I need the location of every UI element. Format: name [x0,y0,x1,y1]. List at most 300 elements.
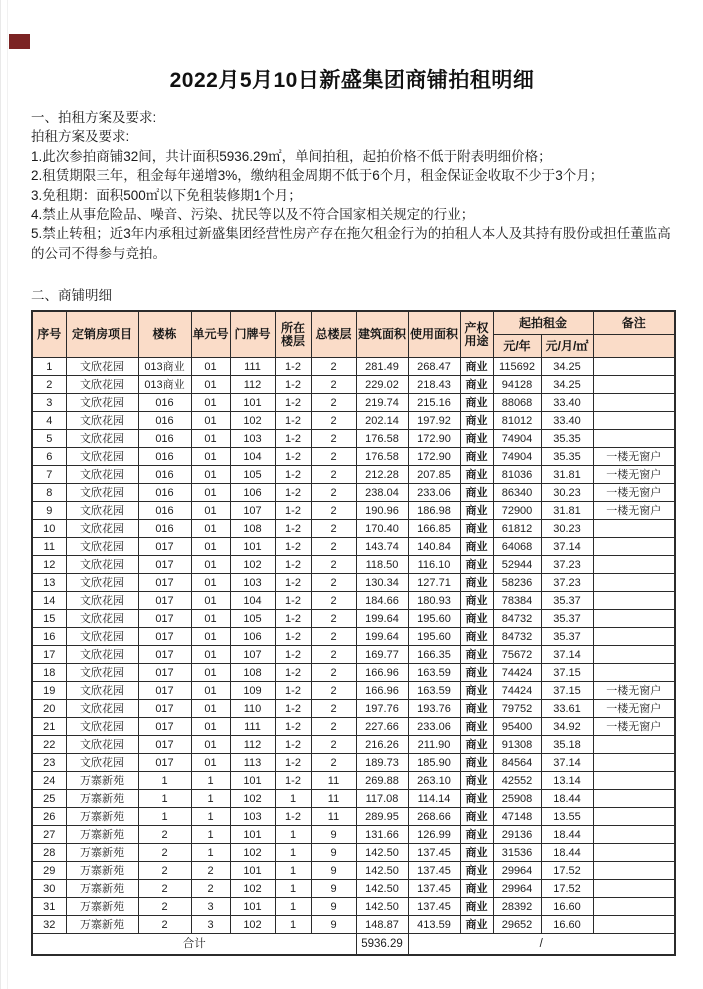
col-header-building: 楼栋 [138,311,191,358]
table-cell: 78384 [493,592,541,610]
table-cell: 9 [311,862,356,880]
table-cell: 万寨新苑 [66,772,138,790]
table-cell: 35.37 [541,610,593,628]
table-cell: 58236 [493,574,541,592]
table-cell: 01 [191,520,230,538]
table-cell: 2 [311,628,356,646]
table-cell: 84732 [493,610,541,628]
table-cell [593,844,675,862]
table-cell: 118.50 [356,556,408,574]
table-cell: 137.45 [408,844,460,862]
table-cell: 211.90 [408,736,460,754]
table-cell: 2 [311,448,356,466]
table-cell: 文欣花园 [66,646,138,664]
table-cell: 商业 [460,502,493,520]
table-cell: 2 [138,880,191,898]
table-cell: 17.52 [541,880,593,898]
table-cell: 30 [32,880,66,898]
table-cell: 199.64 [356,610,408,628]
table-cell: 5 [32,430,66,448]
table-cell: 商业 [460,700,493,718]
table-cell: 文欣花园 [66,412,138,430]
table-cell [593,664,675,682]
table-cell: 33.40 [541,394,593,412]
table-cell: 108 [230,520,275,538]
header-row-1 [32,311,675,335]
table-cell: 2 [138,844,191,862]
table-cell: 30.23 [541,520,593,538]
table-cell: 108 [230,664,275,682]
table-cell: 商业 [460,574,493,592]
col-header-property-use: 产权用途 [460,311,493,358]
table-cell: 84564 [493,754,541,772]
table-cell: 81012 [493,412,541,430]
table-row [32,664,675,682]
table-cell: 1 [275,880,311,898]
table-cell: 商业 [460,628,493,646]
table-cell: 017 [138,574,191,592]
table-cell: 24 [32,772,66,790]
table-cell: 35.37 [541,592,593,610]
table-cell: 137.45 [408,880,460,898]
table-cell: 37.15 [541,682,593,700]
table-cell: 11 [32,538,66,556]
table-cell: 22 [32,736,66,754]
table-cell: 111 [230,358,275,376]
table-cell: 18.44 [541,844,593,862]
table-cell: 万寨新苑 [66,790,138,808]
table-cell: 文欣花园 [66,538,138,556]
table-cell: 212.28 [356,466,408,484]
table-cell: 万寨新苑 [66,808,138,826]
table-cell: 30.23 [541,484,593,502]
table-cell: 2 [311,520,356,538]
table-cell [593,574,675,592]
col-header-door: 门牌号 [230,311,275,358]
table-cell: 016 [138,520,191,538]
table-cell: 11 [311,772,356,790]
table-cell: 商业 [460,430,493,448]
table-cell: 172.90 [408,430,460,448]
table-row [32,646,675,664]
table-cell: 2 [138,826,191,844]
table-cell: 2 [311,394,356,412]
table-cell: 016 [138,448,191,466]
table-cell: 商业 [460,880,493,898]
table-cell: 一楼无窗户 [593,718,675,736]
table-cell [593,628,675,646]
table-cell: 016 [138,466,191,484]
table-cell: 34.25 [541,376,593,394]
table-cell: 9 [311,898,356,916]
table-cell: 01 [191,556,230,574]
table-cell [593,376,675,394]
table-cell: 12 [32,556,66,574]
table-cell: 2 [311,502,356,520]
table-cell: 115692 [493,358,541,376]
table-cell: 104 [230,448,275,466]
table-row [32,880,675,898]
table-cell: 193.76 [408,700,460,718]
table-cell: 37.14 [541,538,593,556]
table-cell: 万寨新苑 [66,844,138,862]
table-cell: 35.35 [541,448,593,466]
table-cell: 1-2 [275,646,311,664]
table-cell: 1-2 [275,556,311,574]
table-cell: 33.40 [541,412,593,430]
table-row [32,862,675,880]
col-header-rent-year: 元/年 [493,335,541,358]
table-cell: 商业 [460,448,493,466]
table-cell: 万寨新苑 [66,898,138,916]
table-cell: 107 [230,502,275,520]
table-cell: 101 [230,538,275,556]
table-cell: 102 [230,880,275,898]
table-cell: 42552 [493,772,541,790]
table-cell: 26 [32,808,66,826]
table-cell: 商业 [460,538,493,556]
table-cell: 29136 [493,826,541,844]
table-cell: 商业 [460,358,493,376]
table-cell [593,916,675,934]
table-cell: 01 [191,718,230,736]
table-cell: 2 [311,556,356,574]
table-cell: 140.84 [408,538,460,556]
table-cell: 21 [32,718,66,736]
table-cell: 47148 [493,808,541,826]
table-cell: 74424 [493,682,541,700]
table-row [32,898,675,916]
table-cell: 2 [311,466,356,484]
table-cell: 16 [32,628,66,646]
table-cell: 商业 [460,466,493,484]
table-row [32,376,675,394]
table-cell: 一楼无窗户 [593,700,675,718]
table-cell: 商业 [460,736,493,754]
table-row [32,700,675,718]
table-cell: 016 [138,484,191,502]
table-cell [593,808,675,826]
table-cell: 19 [32,682,66,700]
table-cell: 商业 [460,592,493,610]
table-cell: 172.90 [408,448,460,466]
table-cell: 31.81 [541,502,593,520]
table-cell: 91308 [493,736,541,754]
table-cell: 2 [311,754,356,772]
table-cell: 105 [230,610,275,628]
table-row [32,592,675,610]
table-cell: 113 [230,754,275,772]
table-cell: 17 [32,646,66,664]
table-cell: 34.92 [541,718,593,736]
table-row [32,808,675,826]
table-cell: 170.40 [356,520,408,538]
table-cell: 2 [311,700,356,718]
col-header-project: 定销房项目 [66,311,138,358]
table-cell: 233.06 [408,484,460,502]
table-cell: 2 [191,862,230,880]
table-cell: 商业 [460,718,493,736]
table-cell: 1 [191,844,230,862]
table-cell: 11 [311,790,356,808]
table-cell: 32 [32,916,66,934]
col-header-rent-month: 元/月/㎡ [541,335,593,358]
col-header-total-floor: 总楼层 [311,311,356,358]
table-cell: 29 [32,862,66,880]
total-row [32,934,675,956]
red-marker [9,34,30,49]
table-cell: 2 [311,610,356,628]
table-cell: 74904 [493,448,541,466]
total-label: 合计 [32,934,356,956]
table-cell: 017 [138,700,191,718]
table-cell: 万寨新苑 [66,862,138,880]
table-cell: 17.52 [541,862,593,880]
table-cell: 102 [230,916,275,934]
table-cell: 14 [32,592,66,610]
table-cell: 9 [311,880,356,898]
table-row [32,754,675,772]
plan-section [31,108,675,263]
table-cell: 184.66 [356,592,408,610]
table-cell: 7 [32,466,66,484]
table-cell [593,610,675,628]
table-row [32,430,675,448]
table-cell [593,754,675,772]
table-cell: 商业 [460,646,493,664]
table-cell: 94128 [493,376,541,394]
table-cell: 1-2 [275,736,311,754]
table-cell [593,538,675,556]
table-cell: 01 [191,574,230,592]
table-cell: 01 [191,466,230,484]
table-cell: 1-2 [275,700,311,718]
table-cell: 61812 [493,520,541,538]
table-cell: 101 [230,898,275,916]
table-cell: 180.93 [408,592,460,610]
plan-item-3: 3.免租期：面积500㎡以下免租装修期1个月； [31,187,302,203]
table-cell: 8 [32,484,66,502]
table-cell: 1-2 [275,376,311,394]
plan-item-4: 4.禁止从事危险品、噪音、污染、扰民等以及不符合国家相关规定的行业； [31,207,475,223]
table-cell: 72900 [493,502,541,520]
table-cell: 01 [191,502,230,520]
table-cell: 文欣花园 [66,520,138,538]
table-cell: 20 [32,700,66,718]
table-cell: 127.71 [408,574,460,592]
col-header-unit: 单元号 [191,311,230,358]
table-cell: 文欣花园 [66,502,138,520]
table-header [32,311,675,358]
table-cell: 01 [191,358,230,376]
table-cell: 商业 [460,898,493,916]
table-cell: 109 [230,682,275,700]
table-cell: 169.77 [356,646,408,664]
table-cell: 商业 [460,916,493,934]
table-cell: 16.60 [541,898,593,916]
table-cell: 文欣花园 [66,718,138,736]
table-cell: 1-2 [275,664,311,682]
table-cell: 186.98 [408,502,460,520]
table-cell: 017 [138,736,191,754]
table-cell: 207.85 [408,466,460,484]
table-cell: 163.59 [408,664,460,682]
table-cell: 28392 [493,898,541,916]
table-cell: 1 [138,772,191,790]
col-header-floor: 所在楼层 [275,311,311,358]
table-cell: 1-2 [275,574,311,592]
table-cell: 202.14 [356,412,408,430]
table-cell: 95400 [493,718,541,736]
table-cell: 35.35 [541,430,593,448]
table-cell: 199.64 [356,628,408,646]
table-cell: 2 [311,574,356,592]
table-cell: 1-2 [275,772,311,790]
table-cell: 116.10 [408,556,460,574]
table-cell: 29964 [493,862,541,880]
col-header-usable-area: 使用面积 [408,311,460,358]
table-cell: 31.81 [541,466,593,484]
table-cell: 268.47 [408,358,460,376]
table-cell: 01 [191,700,230,718]
table-cell: 2 [311,646,356,664]
table-cell: 2 [311,664,356,682]
table-cell: 1 [191,772,230,790]
table-cell: 1 [138,790,191,808]
table-cell: 13.14 [541,772,593,790]
table-cell: 2 [191,880,230,898]
table-cell: 文欣花园 [66,430,138,448]
table-cell: 3 [191,916,230,934]
table-row [32,394,675,412]
table-cell: 18 [32,664,66,682]
table-cell: 16.60 [541,916,593,934]
table-cell: 103 [230,430,275,448]
table-cell: 01 [191,448,230,466]
table-cell: 2 [138,862,191,880]
table-cell: 31536 [493,844,541,862]
table-cell: 文欣花园 [66,376,138,394]
table-cell: 216.26 [356,736,408,754]
table-cell: 101 [230,862,275,880]
table-cell: 88068 [493,394,541,412]
table-cell: 文欣花园 [66,592,138,610]
table-cell: 238.04 [356,484,408,502]
table-row [32,682,675,700]
table-cell: 28 [32,844,66,862]
table-cell: 104 [230,592,275,610]
table-cell: 74424 [493,664,541,682]
table-cell: 017 [138,682,191,700]
table-cell: 016 [138,412,191,430]
table-section-heading: 二、商铺明细 [31,288,112,304]
table-cell: 商业 [460,376,493,394]
table-cell [593,394,675,412]
table-cell: 1 [138,808,191,826]
table-cell: 1-2 [275,520,311,538]
table-cell: 文欣花园 [66,610,138,628]
table-cell: 1-2 [275,610,311,628]
table-cell: 195.60 [408,610,460,628]
table-cell: 229.02 [356,376,408,394]
table-cell: 107 [230,646,275,664]
table-cell [593,430,675,448]
table-cell: 81036 [493,466,541,484]
table-cell: 万寨新苑 [66,880,138,898]
table-cell: 4 [32,412,66,430]
table-cell: 2 [311,484,356,502]
table-cell: 017 [138,754,191,772]
table-cell: 2 [311,412,356,430]
table-cell: 文欣花园 [66,628,138,646]
table-cell: 195.60 [408,628,460,646]
table-cell [593,520,675,538]
table-cell: 31 [32,898,66,916]
table-cell: 一楼无窗户 [593,484,675,502]
table-cell: 166.96 [356,664,408,682]
table-cell: 1-2 [275,754,311,772]
table-cell: 148.87 [356,916,408,934]
table-cell: 一楼无窗户 [593,502,675,520]
table-cell: 1-2 [275,358,311,376]
table-cell: 商业 [460,682,493,700]
table-cell: 9 [311,844,356,862]
table-cell [593,772,675,790]
table-cell: 2 [311,592,356,610]
table-cell: 2 [311,736,356,754]
table-cell [593,592,675,610]
table-cell: 142.50 [356,844,408,862]
table-cell: 10 [32,520,66,538]
table-cell: 万寨新苑 [66,916,138,934]
table-cell: 01 [191,646,230,664]
table-cell: 35.18 [541,736,593,754]
table-cell: 017 [138,610,191,628]
table-cell: 25 [32,790,66,808]
table-cell: 219.74 [356,394,408,412]
table-cell: 1 [275,790,311,808]
table-cell [593,646,675,664]
table-cell: 79752 [493,700,541,718]
table-cell: 9 [311,826,356,844]
table-cell: 2 [311,358,356,376]
table-cell: 102 [230,556,275,574]
table-row [32,358,675,376]
table-cell: 01 [191,682,230,700]
table-row [32,556,675,574]
col-header-seq: 序号 [32,311,66,358]
table-cell: 2 [32,376,66,394]
table-cell: 84732 [493,628,541,646]
table-cell: 01 [191,664,230,682]
table-cell: 131.66 [356,826,408,844]
table-cell: 103 [230,808,275,826]
table-cell [593,826,675,844]
table-cell: 2 [311,430,356,448]
table-cell: 176.58 [356,448,408,466]
total-slash: / [408,934,675,956]
table-cell: 01 [191,736,230,754]
table-cell: 102 [230,790,275,808]
table-row [32,484,675,502]
table-cell: 文欣花园 [66,682,138,700]
table-cell: 166.85 [408,520,460,538]
table-cell: 万寨新苑 [66,826,138,844]
table-cell: 01 [191,394,230,412]
table-cell: 1 [275,844,311,862]
table-cell: 9 [311,916,356,934]
table-cell: 商业 [460,808,493,826]
